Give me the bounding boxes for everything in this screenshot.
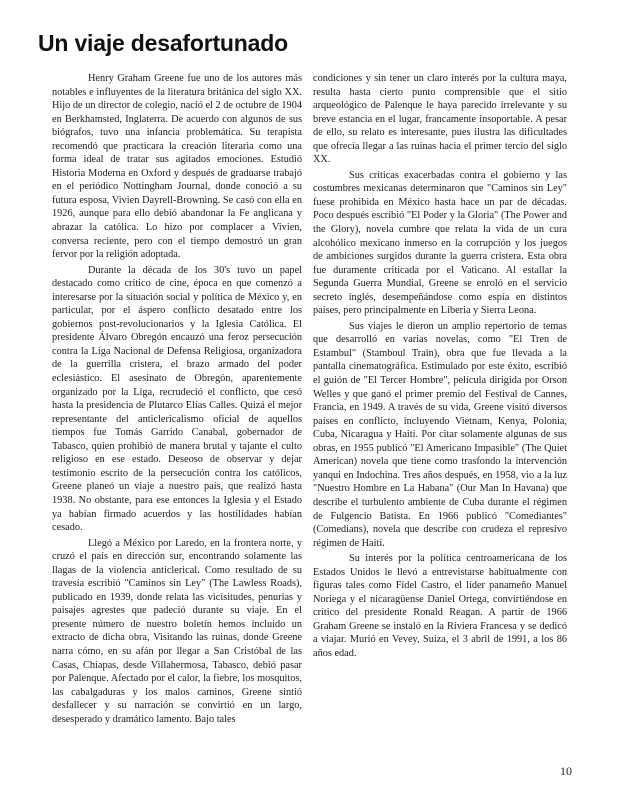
left-column: [52, 72, 302, 726]
paragraph: Su interés por la política centroamericana de los Estados Unidos le llevó a entrevistarse habitualmente con figuras tales como Fidel Castro, el líder panameño Manuel Noriega y el nicaragüense Daniel Ortega, convirtiéndose en crítico del presidente Ronald Reagan. A partir de 1966 Graham Greene se instaló en la Riviera Francesa y se dedicó a viajar. Murió en Vevey, Suiza, el 3 abril de 1991, a los 86 años edad.: [313, 553, 567, 659]
paragraph: condiciones y sin tener un claro interés por la cultura maya, resulta hasta cierto punto comprensible que el sitio arqueológico de Palenque le haya parecido irrelevante y su breve estancia en el lugar, francamente insoportable. A pesar de ello, su relato es interesante, pues ilustra las dificultades que ofrecía llegar a las ruinas hacia el primer tercio del siglo XX.: [313, 73, 567, 166]
right-column: [313, 72, 567, 661]
paragraph: Durante la década de los 30's tuvo un papel destacado como crítico de cine, época en que comenzó a interesarse por la situación social y política de México y, en particular, por el áspero conflicto desatado entre los gobiernos post-revolucionarios y la Iglesia Católica. El presidente Álvaro Obregón encauzó una feroz persecución contra la Liga Nacional de Defensa Religiosa, organizadora de la guerrilla cristera, el brazo armado del poder eclesiástico. El asesinato de Obregón, aparentemente organizado por la Liga, recrudeció el conflicto, que cesó hasta la presidencia de Plutarco Elías Calles. Quizá el mejor representante del anticlericalismo oficial de aquellos tiempos fue Tomás Garrido Canabal, gobernador de Tabasco, quien prohibió de manera brutal y tajante el culto religioso en ese estado. Deseoso de observar y dejar testimonio escrito de la persecución contra los católicos, Greene planeó un viaje a nuestro país, que realizó hasta 1938. No obstante, para ese entonces la Iglesia y el Estado ya habían firmado acuerdos y las hostilidades habían cesado.: [52, 264, 302, 534]
article-title: Un viaje desafortunado: [38, 30, 288, 56]
paragraph: Sus críticas exacerbadas contra el gobierno y las costumbres mexicanas determinaron que "Caminos sin Ley" fuese prohibida en México hasta hace un par de décadas. Poco después escribió "El Poder y la Gloria" (The Power and the Glory), novela cumbre que relata la vida de un cura alcohólico mexicano inmerso en la corrupción y los juegos de ambiciones surgidos durante la guerra cristera. Esta obra fue duramente criticada por el Vaticano. Al estallar la Segunda Guerra Mundial, Greene se enroló en el servicio secreto inglés, desempeñándose como espía en distintos países, pero principalmente en Liberia y Sierra Leona.: [313, 169, 567, 317]
page-number: 10: [560, 764, 572, 778]
paragraph: Sus viajes le dieron un amplio repertorio de temas que desarrolló en varias novelas, como "El Tren de Estambul" (Stamboul Train), obra que fue llevada a la pantalla cinematográfica. Estimulado por este éxito, escribió el guión de "El Tercer Hombre", película dirigida por Orson Welles y que ganó el primer premio del Festival de Cannes, Francia, en 1949. A través de su vida, Greene visitó diversos países en conflicto, incluyendo Vietnam, Kenya, Polonia, Cuba, Nicaragua y Haití. Por citar solamente algunas de sus obras, en 1955 publicó "El Americano Impasible" (The Quiet American) novela que tiene como trasfondo la intervención yanqui en Indochina. Tres años después, en 1958, vio a la luz "Nuestro Hombre en La Habana" (Our Man In Havana) que describe el turbulento ambiente de Cuba durante el régimen de Fulgencio Batista. En 1966 publicó "Comediantes" (Comedians), novela que describe con crudeza el represivo régimen de Haití.: [313, 320, 567, 549]
paragraph: Henry Graham Greene fue uno de los autores más notables e influyentes de la literatura británica del siglo XX. Hijo de un director de colegio, nació el 2 de octubre de 1904 en Berkhamsted, Inglaterra. De acuerdo con algunos de sus biógrafos, tuvo una infancia problemática. Su terapista recomendó que practicara la creación literaria como una forma ideal de tratar sus agitados emociones. Estudió Historia Moderna en Oxford y después de graduarse trabajó en el periódico Nottingham Journal, donde conoció a su futura esposa, Vivien Dayrell-Browning. Se casó con ella en 1926, aunque para ello debió abandonar la Fe anglicana y abrazar la católica. Lo hizo por complacer a Vivien, conversa reciente, pero con el tiempo demostró un gran fervor por la religión adoptada.: [52, 73, 302, 261]
paragraph: Llegó a México por Laredo, en la frontera norte, y cruzó el país en dirección sur, encontrando solamente las llagas de la violencia anticlerical. Como resultado de su travesía escribió "Caminos sin Ley" (The Lawless Roads), publicado en 1939, donde relata las vicisitudes, penurias y paisajes agrestes que padeció durante su viaje. En el presente número de nuestro boletín hemos incluido un extracto de dicha obra, Visitando las ruinas, donde Greene narra cómo, en su afán por llegar a San Cristóbal de las Casas, Chiapas, desde Villahermosa, Tabasco, debió pasar por Palenque. Afectado por el calor, la fiebre, los mosquitos, las cabalgaduras y los malos caminos, Greene sintió desfallecer y su narración se convirtió en un largo, desesperado y dramático lamento. Bajo tales: [52, 537, 302, 725]
